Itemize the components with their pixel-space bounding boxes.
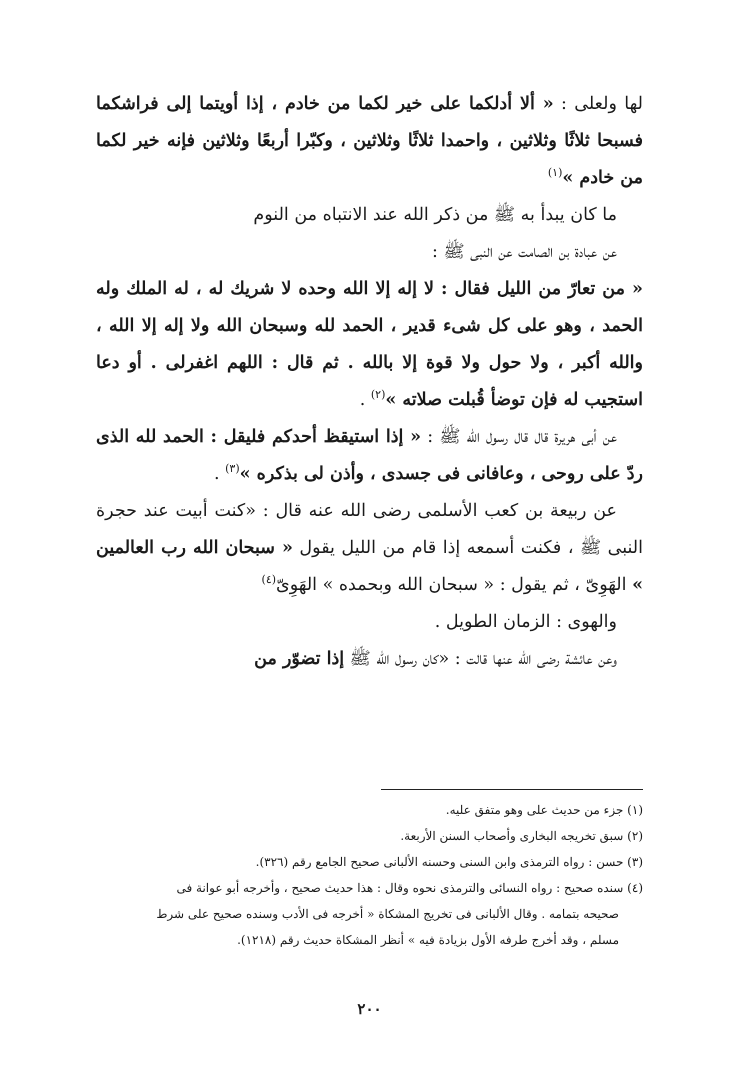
paragraph-hadith-3	[96, 419, 643, 493]
footnote-4: (٤) سنده صحيح : رواه النسائى والترمذى نحوه وقال : هذا حديث صحيح ، وأخرجه أبو عوانة فى	[176, 881, 643, 895]
hadith-quote: « إذا استيقظ أحدكم فليقل : الحمد لله الذى ردّ على روحى ، وعافانى فى جسدى ، وأذن لى بذكره »	[96, 427, 643, 484]
narrator-text: عن ربيعة بن كعب الأسلمى رضى الله عنه قال : «كنت أبيت عند حجرة النبى ﷺ ، فكنت أسمعه إذا قام من الليل يقول	[96, 501, 644, 558]
hadith-quote: إذا تضوّر من	[254, 649, 345, 669]
definition-line: والهوى : الزمان الطويل .	[434, 612, 617, 632]
period: .	[213, 464, 226, 484]
paragraph-hadith-4	[96, 493, 643, 604]
period: .	[359, 390, 371, 410]
hadith-quote: « من تعارّ من الليل فقال : لا إله إلا الله وحده لا شريك له ، له الملك وله الحمد ، وهو على كل شىء قدير ، الحمد لله وسبحان الله ولا إله إلا الله ، والله أكبر ، ولا حول ولا قوة إلا بالله . ثم قال : اللهم اغفرلى . أو دعا استجيب له فإن توضأ قُبلت صلاته »	[96, 279, 643, 410]
narrator-text: عن أبى هريرة قال قال رسول الله ﷺ :	[421, 427, 617, 447]
paragraph-hadith-5	[96, 641, 643, 678]
footnote-1: (١) جزء من حديث على وهو متفق عليه.	[445, 803, 643, 817]
footnotes	[96, 797, 643, 953]
footnote-ref-1: (١)	[547, 166, 563, 180]
narrator-line: عن عبادة بن الصامت عن النبى ﷺ :	[431, 242, 617, 262]
footnote-ref-2: (٢)	[370, 388, 386, 402]
narrator-text-cont: الهَوِىّ ، ثم يقول : « سبحان الله وبحمده » الهَوِىّ	[276, 575, 633, 595]
paragraph-hadith-2	[96, 271, 643, 419]
footnote-4-cont-2: مسلم ، وقد أخرج طرفه الأول بزيادة فيه » أنظر المشكاة حديث رقم (١٢١٨).	[237, 933, 619, 947]
footnote-4-cont: صحيحه بتمامه . وقال الألبانى فى تخريج المشكاة « أخرجه فى الأدب وسنده صحيح على شرط	[156, 907, 619, 921]
intro-text: لها ولعلى :	[553, 94, 643, 114]
footnote-ref-3: (٣)	[225, 462, 240, 476]
footnote-ref-4: (٤)	[261, 573, 277, 587]
paragraph-1	[96, 86, 643, 197]
narrator-text: وعن عائشة رضى الله عنها قالت : «كان رسول الله ﷺ	[344, 649, 617, 669]
footnote-2: (٢) سبق تخريجه البخارى وأصحاب السنن الأربعة.	[400, 829, 643, 843]
footnote-divider	[381, 789, 643, 790]
hadith-quote: « ألا أدلكما على خير لكما من خادم ، إذا أويتما إلى فراشكما فسبحا ثلاثًا وثلاثين ، واحمدا ثلاثًا وثلاثين ، وكبّرا أربعًا وثلاثين فإنه خير لكما من خادم »	[96, 94, 643, 188]
section-heading: ما كان يبدأ به ﷺ من ذكر الله عند الانتباه من النوم	[253, 205, 617, 225]
hadith-quote: « سبحان الله رب العالمين »	[96, 538, 643, 595]
footnote-3: (٣) حسن : رواه الترمذى وابن السنى وحسنه الألبانى صحيح الجامع رقم (٣٢٦).	[255, 855, 643, 869]
page-number: ٢٠٠	[357, 1000, 382, 1018]
main-text	[96, 86, 643, 678]
